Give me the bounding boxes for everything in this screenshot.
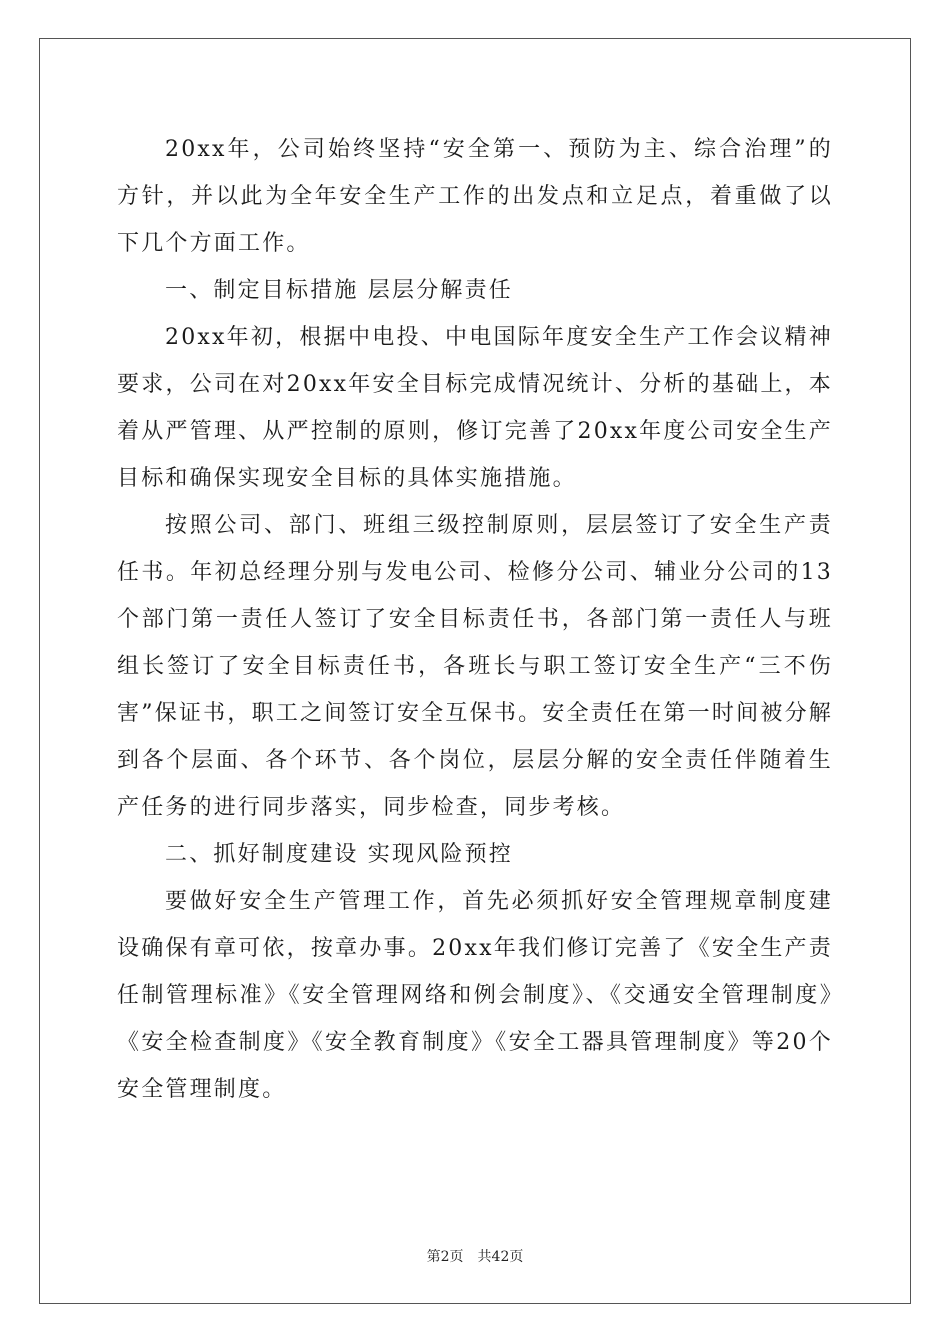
page-number: 第2页 xyxy=(426,1249,464,1265)
section-heading-2: 二、抓好制度建设 实现风险预控 xyxy=(165,842,513,867)
page-footer xyxy=(0,1246,950,1266)
paragraph-responsibility: 按照公司、部门、班组三级控制原则，层层签订了安全生产责任书。年初总经理分别与发电公司、检修分公司、辅业分公司的13个部门第一责任人签订了安全目标责任书，各部门第一责任人与班组长签订了安全目标责任书，各班长与职工签订安全生产“三不伤害”保证书，职工之间签订安全互保书。安全责任在第一时间被分解到各个层面、各个环节、各个岗位，层层分解的安全责任伴随着生产任务的进行同步落实，同步检查，同步考核。 xyxy=(117,513,833,820)
paragraph-intro: 20xx年，公司始终坚持“安全第一、预防为主、综合治理”的方针，并以此为全年安全生产工作的出发点和立足点，着重做了以下几个方面工作。 xyxy=(117,137,833,256)
paragraph-targets: 20xx年初，根据中电投、中电国际年度安全生产工作会议精神要求，公司在对20xx年安全目标完成情况统计、分析的基础上，本着从严管理、从严控制的原则，修订完善了20xx年度公司安全生产目标和确保实现安全目标的具体实施措施。 xyxy=(117,325,833,491)
paragraph-regulations: 要做好安全生产管理工作，首先必须抓好安全管理规章制度建设确保有章可依，按章办事。20xx年我们修订完善了《安全生产责任制管理标准》《安全管理网络和例会制度》、《交通安全管理制度》《安全检查制度》《安全教育制度》《安全工器具管理制度》等20个安全管理制度。 xyxy=(117,889,833,1102)
document-body xyxy=(117,126,833,1113)
section-heading-1: 一、制定目标措施 层层分解责任 xyxy=(165,278,513,303)
page-total: 共42页 xyxy=(477,1249,524,1265)
